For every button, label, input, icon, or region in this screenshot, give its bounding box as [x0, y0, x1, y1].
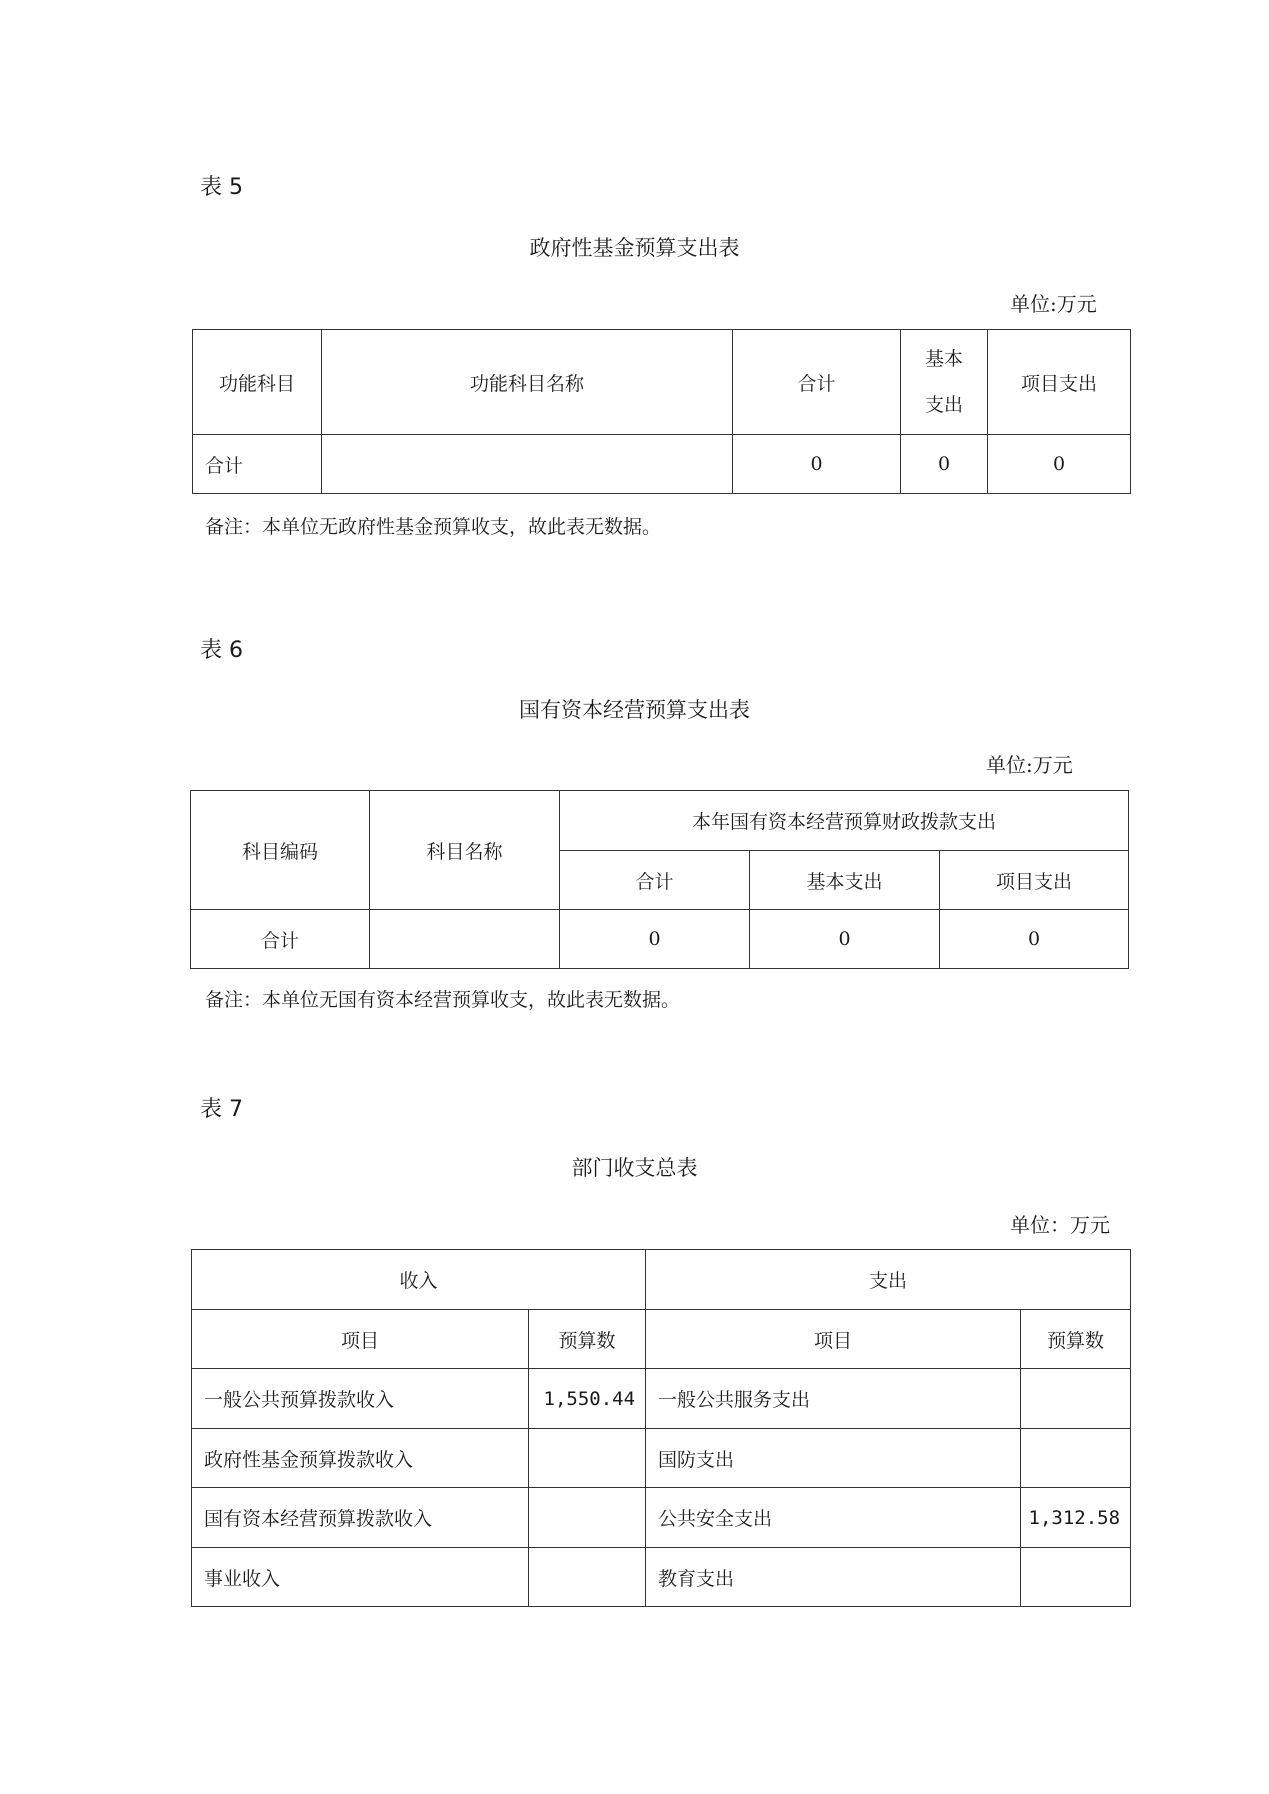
expense-item: 一般公共服务支出: [646, 1369, 1021, 1429]
income-value: 1,550.44: [529, 1369, 646, 1429]
table7: [191, 1249, 1131, 1607]
expense-value: [1021, 1548, 1131, 1607]
table6-total-project: 0: [940, 910, 1129, 969]
expense-value: 1,312.58: [1021, 1488, 1131, 1548]
table5-note: 备注：本单位无政府性基金预算收支，故此表无数据。: [205, 516, 662, 538]
income-item: 国有资本经营预算拨款收入: [192, 1488, 529, 1548]
table6-header-group: 本年国有资本经营预算财政拨款支出: [560, 791, 1129, 851]
table5: [192, 329, 1131, 494]
table6-unit: 单位:万元: [986, 753, 1073, 777]
income-item: 政府性基金预算拨款收入: [192, 1429, 529, 1488]
table5-total-row: [193, 435, 1131, 494]
table6: [190, 790, 1129, 969]
expense-item: 国防支出: [646, 1429, 1021, 1488]
table7-header-income-item: 项目: [192, 1310, 529, 1369]
table6-header-total: 合计: [560, 851, 750, 910]
table-row: [192, 1429, 1131, 1488]
table5-total-basic: 0: [901, 435, 988, 494]
expense-item: 公共安全支出: [646, 1488, 1021, 1548]
table5-label: 表 5: [200, 175, 243, 200]
table6-total-name: [370, 910, 560, 969]
table6-header-name: 科目名称: [370, 791, 560, 910]
table-row: [192, 1548, 1131, 1607]
table6-total-row: [191, 910, 1129, 969]
table5-header-project: 项目支出: [988, 330, 1131, 435]
table7-header-row1: [192, 1250, 1131, 1310]
table-row: [192, 1488, 1131, 1548]
table7-label: 表 7: [200, 1097, 243, 1122]
expense-value: [1021, 1369, 1131, 1429]
table7-header-expense-item: 项目: [646, 1310, 1021, 1369]
table6-total-total: 0: [560, 910, 750, 969]
table5-header-row: [193, 330, 1131, 435]
table5-total-total: 0: [733, 435, 901, 494]
table5-total-project: 0: [988, 435, 1131, 494]
table5-header-name: 功能科目名称: [322, 330, 733, 435]
table6-note: 备注：本单位无国有资本经营预算收支，故此表无数据。: [205, 989, 681, 1011]
table-row: [192, 1369, 1131, 1429]
expense-value: [1021, 1429, 1131, 1488]
table7-header-expense-budget: 预算数: [1021, 1310, 1131, 1369]
table7-unit: 单位：万元: [1010, 1213, 1110, 1237]
table5-header-basic-line2: 支出: [924, 394, 963, 416]
table5-unit: 单位:万元: [1010, 292, 1097, 316]
table6-title: 国有资本经营预算支出表: [519, 698, 750, 722]
table7-title: 部门收支总表: [571, 1156, 698, 1180]
table7-header-expense: 支出: [646, 1250, 1131, 1310]
table5-header-code: 功能科目: [193, 330, 322, 435]
table6-header-row1: [191, 791, 1129, 851]
table5-header-total: 合计: [733, 330, 901, 435]
income-value: [529, 1488, 646, 1548]
table5-header-basic: [901, 330, 988, 435]
table6-header-basic: 基本支出: [750, 851, 940, 910]
table7-header-income-budget: 预算数: [529, 1310, 646, 1369]
income-item: 事业收入: [192, 1548, 529, 1607]
income-item: 一般公共预算拨款收入: [192, 1369, 529, 1429]
table6-total-basic: 0: [750, 910, 940, 969]
table5-header-basic-line1: 基本: [924, 348, 963, 370]
table7-header-income: 收入: [192, 1250, 646, 1310]
table5-total-label: 合计: [193, 435, 322, 494]
income-value: [529, 1548, 646, 1607]
income-value: [529, 1429, 646, 1488]
expense-item: 教育支出: [646, 1548, 1021, 1607]
table5-title: 政府性基金预算支出表: [529, 236, 740, 260]
table6-header-project: 项目支出: [940, 851, 1129, 910]
table6-header-code: 科目编码: [191, 791, 370, 910]
table5-total-name: [322, 435, 733, 494]
table6-label: 表 6: [200, 638, 243, 663]
table7-header-row2: [192, 1310, 1131, 1369]
table6-total-label: 合计: [191, 910, 370, 969]
